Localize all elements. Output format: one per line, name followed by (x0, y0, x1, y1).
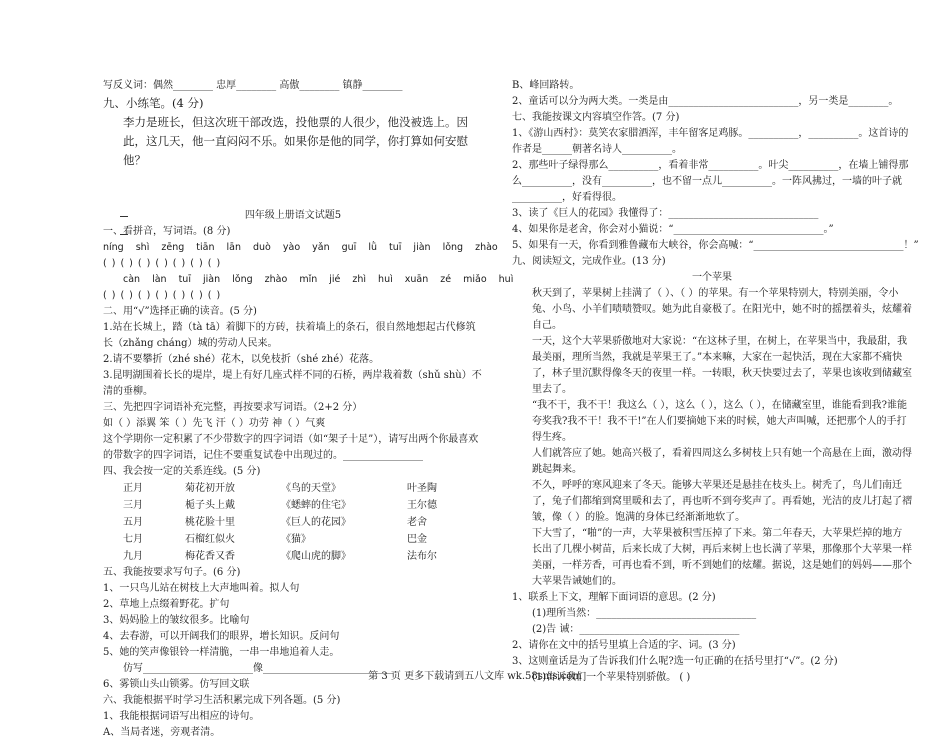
month-cell: 三月 (123, 499, 143, 511)
section6-item-a: A、当局者迷，旁观者清。 (103, 727, 221, 738)
month-cell: 五月 (123, 516, 143, 528)
flower-cell: 梅花香又香 (185, 550, 235, 562)
q7-item-5: 5、如果有一天，你看到雅鲁藏布大峡谷，你会高喊：“______________________________！” (512, 240, 919, 251)
q7-title: 七、我能按课文内容填空作答。(7 分) (512, 112, 680, 123)
right-column (512, 78, 919, 686)
q7-item-2: 2、那些叶子绿得那么__________，看着非常__________。叶尖__________，在墙上铺得那么__________，没有__________，也不留一点儿__________。一阵风拂过，一墙的叶子就__________，好看得很。 (512, 160, 909, 203)
section5-item-1: 1、一只鸟儿站在树枝上大声地叫着。拟人句 (103, 583, 300, 594)
story-paragraph-2: 一天，这个大苹果骄傲地对大家说：“在这林子里，在树上，在苹果当中，我最甜，我最美丽，理所当然，我就是苹果王了。”本来嘛，大家在一起快活，现在大家都不痛快了，林子里沉默得像冬天的夜里一样。一转眼，秋天快要过去了，苹果也该收到储藏室里去了。 (532, 336, 912, 395)
q7-item-4: 4、如果你是老舍，你会对小猫说：“______________________________。” (512, 224, 834, 235)
exam-title: 四年级上册语文试题5 (244, 210, 342, 221)
question-3a: (1)告诉我们一个苹果特别骄傲。 ( ) (532, 672, 691, 683)
author-cell: 叶圣陶 (407, 482, 437, 494)
table-row (123, 480, 477, 497)
section2-title: 二、用“√”选择正确的读音。(5 分) (103, 306, 257, 317)
table-row (123, 531, 477, 548)
answer-dash (120, 234, 128, 235)
title-cell: 《蟋蟀的住宅》 (281, 499, 351, 511)
author-cell: 王尔德 (407, 499, 437, 511)
story-paragraph-1: 秋天到了，苹果树上挂满了（ ）、（ ）的苹果。有一个苹果特别大，特别美丽，令小兔、小鸟、小羊们啧啧赞叹。她为此自豪极了。在阳光中，她不时的摇摆着头，炫耀着自己。 (532, 288, 912, 331)
title-cell: 《巨人的花园》 (281, 516, 351, 528)
section3-instruction: 这个学期你一定积累了不少带数字的四字词语（如“架子十足”），请写出两个你最喜欢的带数字的四字词语，记住不要重复试卷中出现过的。________________ (103, 434, 479, 461)
question-3: 3、这则童话是为了告诉我们什么呢?选一句正确的在括号里打“√”。(2 分) (512, 656, 838, 667)
section5-item-3: 3、妈妈脸上的皱纹很多。比喻句 (103, 615, 250, 626)
table-row (123, 514, 477, 531)
section2-item-2: 2.请不要攀折（zhé shé）花木，以免枝折（shé zhé）花落。 (103, 354, 380, 365)
section5-item-6: 6、雾锁山头山锁雾。仿写回文联 (103, 679, 250, 690)
answer-space (103, 170, 483, 208)
section5-item-5: 5、她的笑声像银铃一样清脆，一串一串地追着人走。 (103, 647, 340, 658)
story-paragraph-5: 不久，呼呼的寒风迎来了冬天。能够大苹果还是悬挂在枝头上。树秃了，鸟儿们南迁了，兔子们都缩到窝里暖和去了，再也听不到夸奖声了。再看她，光洁的皮儿打起了褶皱，像（ ）的脸。饱满的身体已经渐渐地软了。 (532, 480, 912, 523)
month-cell: 七月 (123, 533, 143, 545)
question-1: 1、联系上下文，理解下面词语的意思。(2 分) (512, 592, 716, 603)
question-1b: (2)告 诫：________________________________ (532, 624, 740, 635)
title-cell: 《猫》 (281, 533, 311, 545)
author-cell: 老舍 (407, 516, 427, 528)
story-paragraph-4: 人们就答应了她。她高兴极了，看着四周这么多树枝上只有她一个高悬在上面，激动得跳起舞来。 (532, 448, 912, 475)
item-b: B、峰回路转。 (512, 80, 580, 91)
section2-item-1: 1.站在长城上，踏（tà tā）着脚下的方砖，扶着墙上的条石，很自然地想起古代修筑长（zhǎng cháng）城的劳动人民来。 (103, 322, 476, 349)
section2-item-3: 3.昆明湖围着长长的堤岸，堤上有好几座式样不同的石桥，两岸栽着数（shǔ shù）不清的垂柳。 (103, 370, 482, 397)
blank-row-2: ( ) ( ) ( ) ( ) ( ) ( ) ( ) (103, 290, 221, 301)
blank-row-1: ( ) ( ) ( ) ( ) ( ) ( ) ( ) (103, 258, 221, 269)
pinyin-row-2: càn làn tuī jiàn lǒng zhào mǐn jié zhì huì xuān zé miǎo huì (123, 274, 514, 285)
title-cell: 《鸟的天堂》 (281, 482, 341, 494)
relation-table (123, 480, 477, 565)
page-footer: 第 3 页 更多下载请到五八文库 wk.58sms.com (368, 671, 582, 682)
story-title: 一个苹果 (692, 272, 732, 283)
answer-dash (120, 216, 128, 217)
section4-title: 四、我会按一定的关系连线。(5 分) (103, 466, 261, 477)
section5-title: 五、我能按要求写句子。(6 分) (103, 567, 241, 578)
question-2: 2、请你在文中的括号里填上合适的字、词。(3 分) (512, 640, 736, 651)
section3-idioms: 如（ ）添翼 笨（ ）先飞 汗（ ）功劳 神（ ）气爽 (103, 418, 326, 429)
section5-imitate: 仿写______________________像__________________________ (123, 663, 393, 674)
section3-title: 三、先把四字词语补充完整，再按要求写词语。（2+2 分） (103, 402, 363, 413)
q9-body: 李力是班长，但这次班干部改选，投他票的人很少，他没被选上。因此，这几天，他一直闷闷不乐。如果你是他的同学，你打算如何安慰他？ (123, 115, 468, 167)
author-cell: 法布尔 (407, 550, 437, 562)
q9-title: 九、小练笔。(4 分) (103, 96, 204, 110)
story-paragraph-3: “我不干，我不干！我这么（ ），这么（ ），这么（ ），在储藏室里，谁能看到我?谁能夸奖我?我不干！我不干!”在人们要摘她下来的时候，她大声叫喊，还把那个人的手打得生疼。 (532, 400, 908, 443)
month-cell: 九月 (123, 550, 143, 562)
title-cell: 《爬山虎的脚》 (281, 550, 351, 562)
month-cell: 正月 (123, 482, 143, 494)
flower-cell: 栀子头上戴 (185, 499, 235, 511)
flower-cell: 石榴红似火 (185, 533, 235, 545)
q9-reading-title: 九、阅读短文，完成作业。(13 分) (512, 256, 666, 267)
item-2: 2、童话可以分为两大类。一类是由__________________________，另一类是________。 (512, 96, 899, 107)
q7-item-3: 3、读了《巨人的花园》我懂得了：______________________________ (512, 208, 819, 219)
left-column (103, 78, 514, 741)
antonym-line: 写反义词：偶然________ 忠厚________ 高傲________ 镇静________ (103, 80, 403, 91)
story-paragraph-6: 下大雪了，“啪”的一声，大苹果被积雪压掉了下来。第二年春天，大苹果烂掉的地方长出了几棵小树苗，后来长成了大树，再后来树上也长满了苹果，那像那个大苹果一样美丽，一样芳香，可再也看不到，听不到她们的炫耀。据说，这是她们的妈妈——那个大苹果告诫她们的。 (532, 528, 912, 587)
section5-item-4: 4、去春游，可以开阔我们的眼界，增长知识。反问句 (103, 631, 340, 642)
pinyin-row-1: níng shì zēng tiān lān duò yào yǎn guī lǜ tuī jiàn lǒng zhào (103, 242, 498, 253)
section1-title: 一、看拼音，写词语。(8 分) (103, 226, 231, 237)
section6-item-1: 1、我能根据词语写出相应的诗句。 (103, 711, 260, 722)
author-cell: 巴金 (407, 533, 427, 545)
q7-item-1: 1、《游山西村》：莫笑农家腊酒浑，丰年留客足鸡豚。__________，__________。这首诗的作者是______朝著名诗人__________。 (512, 128, 909, 155)
section6-title: 六、我能根据平时学习生活积累完成下列各题。(5 分) (103, 695, 341, 706)
flower-cell: 菊花初开放 (185, 482, 235, 494)
flower-cell: 桃花脸十里 (185, 516, 235, 528)
table-row (123, 548, 477, 565)
section5-item-2: 2、草地上点缀着野花。扩句 (103, 599, 230, 610)
question-1a: (1)理所当然：________________________________ (532, 608, 757, 619)
table-row (123, 497, 477, 514)
